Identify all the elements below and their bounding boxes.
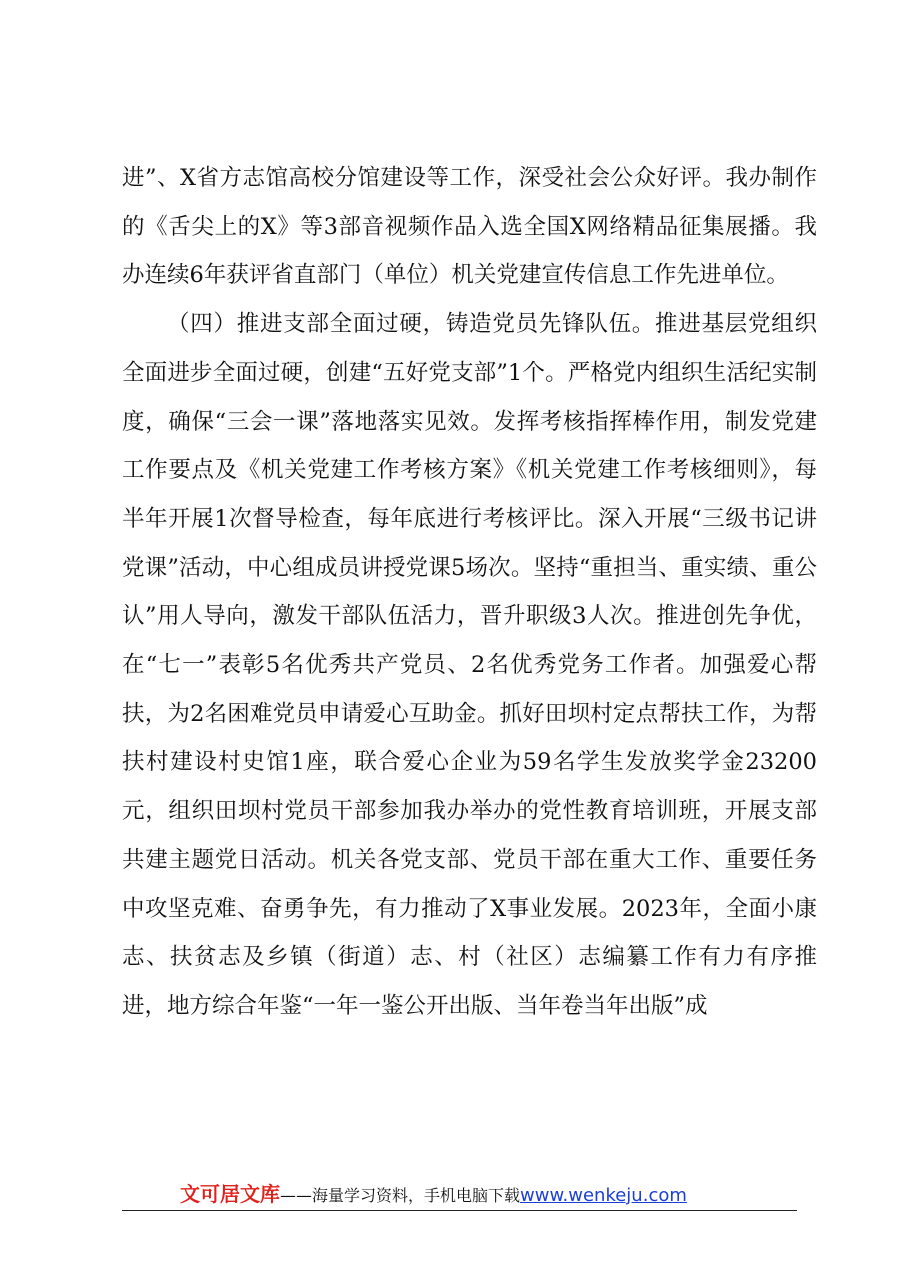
footer-brand: 文可居文库 (180, 1182, 280, 1206)
page-footer (122, 1174, 797, 1214)
paragraph-continuation: 进”、X省方志馆高校分馆建设等工作，深受社会公众好评。我办制作的《舌尖上的X》等3部音视频作品入选全国X网络精品征集展播。我办连续6年获评省直部门（单位）机关党建宣传信息工作先进单位。 (122, 165, 817, 289)
footer-banner (180, 1178, 687, 1207)
paragraph-section-four: （四）推进支部全面过硬，铸造党员先锋队伍。推进基层党组织全面进步全面过硬，创建“五好党支部”1个。严格党内组织生活纪实制度，确保“三会一课”落地落实见效。发挥考核指挥棒作用，制发党建工作要点及《机关党建工作考核方案》《机关党建工作考核细则》，每半年开展1次督导检查，每年底进行考核评比。深入开展“三级书记讲党课”活动，中心组成员讲授党课5场次。坚持“重担当、重实绩、重公认”用人导向，激发干部队伍活力，晋升职级3人次。推进创先争优，在“七一”表彰5名优秀共产党员、2名优秀党务工作者。加强爱心帮扶，为2名困难党员申请爱心互助金。抓好田坝村定点帮扶工作，为帮扶村建设村史馆1座，联合爱心企业为59名学生发放奖学金23200元，组织田坝村党员干部参加我办举办的党性教育培训班，开展支部共建主题党日活动。机关各党支部、党员干部在重大工作、重要任务中攻坚克难、奋勇争先，有力推动了X事业发展。2023年，全面小康志、扶贫志及乡镇（街道）志、村（社区）志编纂工作有力有序推进，地方综合年鉴“一年一鉴公开出版、当年卷当年出版”成 (122, 311, 817, 1019)
document-body (122, 154, 817, 1031)
footer-site-link[interactable]: www.wenkeju.com (520, 1185, 687, 1206)
footer-slogan: ——海量学习资料，手机电脑下载 (280, 1186, 521, 1205)
footer-divider (122, 1210, 797, 1211)
